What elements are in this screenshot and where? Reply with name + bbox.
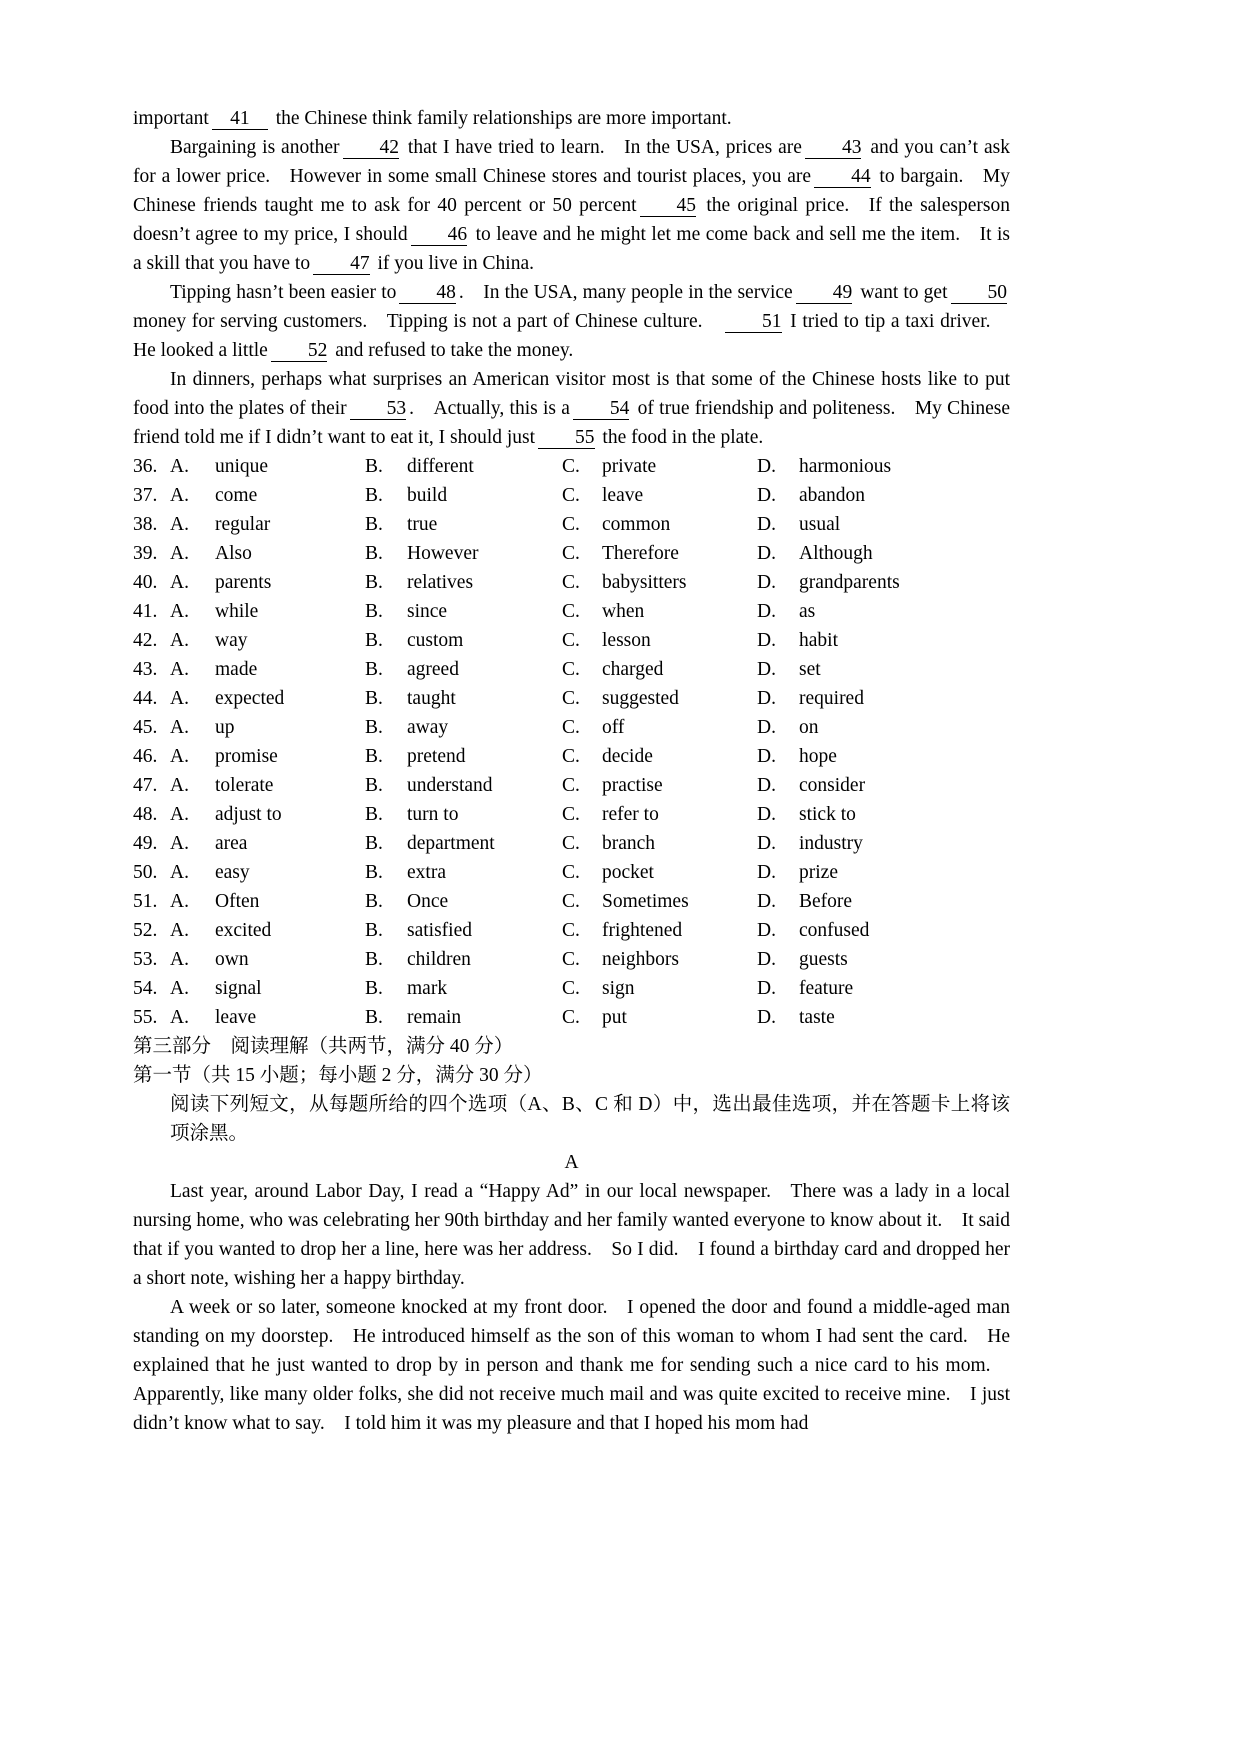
- option-letter: D.: [757, 949, 776, 970]
- option-letter: B.: [365, 659, 383, 680]
- option-text: sign: [602, 978, 635, 999]
- option-letter: C.: [562, 775, 580, 796]
- option-text: Once: [407, 891, 449, 912]
- option-text: refer to: [602, 804, 659, 825]
- passage-paragraph: A week or so later, someone knocked at my front door. I opened the door and found a middle-aged man standing on my doorstep. He introduced himself as the son of this woman to whom I had sent the card. He explained that he just wanted to drop by in person and thank me for sending such a nice card to his mom. Apparently, like many older folks, she did not receive much mail and was quite excited to receive mine. I just didn’t know what to say. I told him it was my pleasure and that I hoped his mom had: [133, 1297, 1010, 1434]
- cloze-blank: 46: [411, 224, 468, 246]
- option-letter: C.: [562, 920, 580, 941]
- option-text: guests: [799, 949, 848, 970]
- option-text: away: [407, 717, 449, 738]
- option-text: extra: [407, 862, 446, 883]
- option-row: [133, 945, 1010, 974]
- option-text: common: [602, 514, 671, 535]
- option-text: off: [602, 717, 625, 738]
- option-letter: C.: [562, 543, 580, 564]
- option-text: satisfied: [407, 920, 472, 941]
- option-text: parents: [215, 572, 272, 593]
- option-text: true: [407, 514, 438, 535]
- option-letter: A.: [170, 833, 189, 854]
- option-text: on: [799, 717, 819, 738]
- option-row: [133, 800, 1010, 829]
- option-letter: B.: [365, 572, 383, 593]
- option-letter: B.: [365, 804, 383, 825]
- option-text: suggested: [602, 688, 679, 709]
- option-text: babysitters: [602, 572, 687, 593]
- section1-heading: 第一节（共 15 小题；每小题 2 分，满分 30 分）: [133, 1065, 543, 1086]
- option-row: [133, 916, 1010, 945]
- option-letter: B.: [365, 862, 383, 883]
- option-letter: A.: [170, 978, 189, 999]
- cloze-blank: 42: [343, 137, 400, 159]
- option-letter: C.: [562, 572, 580, 593]
- option-letter: D.: [757, 1007, 776, 1028]
- option-text: leave: [602, 485, 644, 506]
- cloze-paragraphs: [133, 104, 1010, 452]
- option-letter: B.: [365, 978, 383, 999]
- option-text: signal: [215, 978, 262, 999]
- option-text: required: [799, 688, 864, 709]
- option-letter: D.: [757, 485, 776, 506]
- option-text: up: [215, 717, 235, 738]
- option-text: when: [602, 601, 645, 622]
- option-text: excited: [215, 920, 272, 941]
- option-text: prize: [799, 862, 838, 883]
- option-letter: D.: [757, 688, 776, 709]
- option-text: pretend: [407, 746, 466, 767]
- option-number: 47.: [133, 775, 158, 796]
- cloze-blank: 44: [814, 166, 871, 188]
- option-letter: C.: [562, 804, 580, 825]
- option-text: branch: [602, 833, 656, 854]
- option-letter: D.: [757, 543, 776, 564]
- option-text: made: [215, 659, 258, 680]
- option-text: industry: [799, 833, 863, 854]
- option-number: 40.: [133, 572, 158, 593]
- option-number: 43.: [133, 659, 158, 680]
- option-letter: D.: [757, 804, 776, 825]
- option-number: 54.: [133, 978, 158, 999]
- option-text: build: [407, 485, 448, 506]
- option-number: 41.: [133, 601, 158, 622]
- option-letter: C.: [562, 688, 580, 709]
- cloze-blank: 43: [805, 137, 862, 159]
- cloze-paragraph: In dinners, perhaps what surprises an American visitor most is that some of the Chinese hosts like to put food into the plates of their 53 . Actually, this is a 54 of true friendship and politeness. My Chinese friend told me if I didn’t want to eat it, I should just 55 the food in the plate.: [133, 369, 1011, 448]
- option-text: while: [215, 601, 259, 622]
- option-text: lesson: [602, 630, 651, 651]
- option-letter: D.: [757, 630, 776, 651]
- option-text: Often: [215, 891, 260, 912]
- option-letter: C.: [562, 659, 580, 680]
- option-row: [133, 510, 1010, 539]
- option-letter: A.: [170, 601, 189, 622]
- cloze-blank: 49: [796, 282, 853, 304]
- option-text: children: [407, 949, 471, 970]
- option-letter: A.: [170, 688, 189, 709]
- passage-a-label: A: [564, 1152, 579, 1173]
- option-letter: C.: [562, 601, 580, 622]
- cloze-paragraph: important 41 the Chinese think family relationships are more important.: [133, 108, 732, 129]
- option-text: Also: [215, 543, 252, 564]
- option-letter: D.: [757, 862, 776, 883]
- option-text: grandparents: [799, 572, 900, 593]
- option-letter: B.: [365, 1007, 383, 1028]
- option-letter: C.: [562, 891, 580, 912]
- option-row: [133, 539, 1010, 568]
- option-number: 53.: [133, 949, 158, 970]
- option-text: harmonious: [799, 456, 892, 477]
- option-text: usual: [799, 514, 841, 535]
- option-text: frightened: [602, 920, 683, 941]
- option-letter: B.: [365, 630, 383, 651]
- option-number: 48.: [133, 804, 158, 825]
- option-letter: D.: [757, 601, 776, 622]
- option-number: 37.: [133, 485, 158, 506]
- option-text: habit: [799, 630, 838, 651]
- option-row: [133, 974, 1010, 1003]
- option-letter: A.: [170, 572, 189, 593]
- option-text: come: [215, 485, 258, 506]
- option-letter: C.: [562, 456, 580, 477]
- option-letter: D.: [757, 746, 776, 767]
- option-text: consider: [799, 775, 866, 796]
- option-text: agreed: [407, 659, 459, 680]
- option-text: own: [215, 949, 249, 970]
- option-text: as: [799, 601, 816, 622]
- option-number: 36.: [133, 456, 158, 477]
- cloze-blank: 41: [212, 108, 268, 130]
- option-number: 45.: [133, 717, 158, 738]
- option-text: turn to: [407, 804, 459, 825]
- option-letter: D.: [757, 514, 776, 535]
- option-row: [133, 829, 1010, 858]
- option-text: practise: [602, 775, 663, 796]
- option-text: tolerate: [215, 775, 274, 796]
- option-letter: B.: [365, 717, 383, 738]
- option-row: [133, 626, 1010, 655]
- option-number: 52.: [133, 920, 158, 941]
- option-letter: C.: [562, 717, 580, 738]
- cloze-blank: 50: [951, 282, 1008, 304]
- cloze-blank: 52: [271, 340, 328, 362]
- option-letter: D.: [757, 920, 776, 941]
- option-letter: B.: [365, 949, 383, 970]
- option-letter: A.: [170, 775, 189, 796]
- option-number: 42.: [133, 630, 158, 651]
- option-letter: A.: [170, 630, 189, 651]
- option-text: set: [799, 659, 821, 680]
- option-letter: B.: [365, 688, 383, 709]
- option-text: regular: [215, 514, 271, 535]
- option-letter: B.: [365, 775, 383, 796]
- option-text: However: [407, 543, 479, 564]
- option-text: leave: [215, 1007, 257, 1028]
- option-letter: A.: [170, 949, 189, 970]
- cloze-paragraph: Tipping hasn’t been easier to 48 . In the USA, many people in the service 49 want to get 50 money for serving customers. Tipping is not a part of Chinese culture. 51 I tried to tip a taxi driver. He looked a little 52 and refused to take the money.: [133, 282, 1010, 361]
- option-text: area: [215, 833, 248, 854]
- option-row: [133, 858, 1010, 887]
- option-letter: A.: [170, 717, 189, 738]
- option-row: [133, 597, 1010, 626]
- option-text: relatives: [407, 572, 474, 593]
- cloze-paragraph: Bargaining is another 42 that I have tried to learn. In the USA, prices are 43 and you can’t ask for a lower price. However in some small Chinese stores and tourist places, you are 44 to bargain. My Chinese friends taught me to ask for 40 percent or 50 percent 45 the original price. If the salesperson doesn’t agree to my price, I should 46 to leave and he might let me come back and sell me the item. It is a skill that you have to 47 if you live in China.: [133, 137, 1010, 274]
- option-letter: A.: [170, 1007, 189, 1028]
- option-letter: D.: [757, 717, 776, 738]
- option-letter: C.: [562, 862, 580, 883]
- option-letter: A.: [170, 485, 189, 506]
- cloze-blank: 47: [313, 253, 370, 275]
- option-text: promise: [215, 746, 278, 767]
- option-text: easy: [215, 862, 250, 883]
- passage-paragraphs: [133, 1177, 1010, 1438]
- option-row: [133, 481, 1010, 510]
- option-text: remain: [407, 1007, 462, 1028]
- option-row: [133, 684, 1010, 713]
- option-row: [133, 771, 1010, 800]
- option-text: mark: [407, 978, 448, 999]
- option-text: Therefore: [602, 543, 679, 564]
- option-letter: A.: [170, 456, 189, 477]
- option-letter: D.: [757, 659, 776, 680]
- option-letter: C.: [562, 630, 580, 651]
- option-number: 50.: [133, 862, 158, 883]
- option-row: [133, 655, 1010, 684]
- cloze-blank: 55: [538, 427, 595, 449]
- option-letter: C.: [562, 978, 580, 999]
- option-letter: A.: [170, 746, 189, 767]
- options-list: [133, 452, 1010, 1032]
- option-text: understand: [407, 775, 493, 796]
- cloze-blank: 53: [350, 398, 407, 420]
- option-text: taught: [407, 688, 456, 709]
- option-text: stick to: [799, 804, 856, 825]
- option-letter: A.: [170, 891, 189, 912]
- option-text: department: [407, 833, 495, 854]
- option-text: unique: [215, 456, 269, 477]
- option-text: feature: [799, 978, 854, 999]
- option-text: private: [602, 456, 657, 477]
- option-text: confused: [799, 920, 870, 941]
- part3-heading: 第三部分 阅读理解（共两节，满分 40 分）: [133, 1036, 514, 1057]
- option-letter: B.: [365, 746, 383, 767]
- option-number: 55.: [133, 1007, 158, 1028]
- option-letter: B.: [365, 891, 383, 912]
- option-letter: B.: [365, 543, 383, 564]
- option-text: neighbors: [602, 949, 679, 970]
- option-text: pocket: [602, 862, 654, 883]
- option-letter: A.: [170, 862, 189, 883]
- option-number: 46.: [133, 746, 158, 767]
- option-number: 39.: [133, 543, 158, 564]
- option-text: Although: [799, 543, 873, 564]
- option-letter: D.: [757, 456, 776, 477]
- option-number: 51.: [133, 891, 158, 912]
- cloze-blank: 51: [725, 311, 782, 333]
- option-text: different: [407, 456, 474, 477]
- option-letter: D.: [757, 978, 776, 999]
- option-letter: A.: [170, 920, 189, 941]
- option-letter: B.: [365, 833, 383, 854]
- option-text: Sometimes: [602, 891, 689, 912]
- option-number: 44.: [133, 688, 158, 709]
- option-number: 49.: [133, 833, 158, 854]
- option-letter: B.: [365, 601, 383, 622]
- option-letter: C.: [562, 1007, 580, 1028]
- option-letter: D.: [757, 775, 776, 796]
- option-letter: A.: [170, 804, 189, 825]
- option-letter: C.: [562, 485, 580, 506]
- option-letter: D.: [757, 572, 776, 593]
- option-letter: D.: [757, 833, 776, 854]
- option-row: [133, 568, 1010, 597]
- option-text: abandon: [799, 485, 866, 506]
- cloze-blank: 48: [399, 282, 456, 304]
- option-letter: B.: [365, 514, 383, 535]
- passage-paragraph: Last year, around Labor Day, I read a “Happy Ad” in our local newspaper. There was a lady in a local nursing home, who was celebrating her 90th birthday and her family wanted everyone to know about it. It said that if you wanted to drop her a line, here was her address. So I did. I found a birthday card and dropped her a short note, wishing her a happy birthday.: [133, 1181, 1010, 1289]
- option-letter: C.: [562, 949, 580, 970]
- option-text: taste: [799, 1007, 835, 1028]
- option-row: [133, 887, 1010, 916]
- cloze-blank: 45: [640, 195, 697, 217]
- option-text: way: [215, 630, 248, 651]
- option-row: [133, 452, 1010, 481]
- option-text: decide: [602, 746, 653, 767]
- option-letter: B.: [365, 920, 383, 941]
- option-letter: C.: [562, 514, 580, 535]
- option-letter: A.: [170, 543, 189, 564]
- option-text: hope: [799, 746, 837, 767]
- option-text: charged: [602, 659, 664, 680]
- option-letter: D.: [757, 891, 776, 912]
- option-letter: C.: [562, 746, 580, 767]
- option-row: [133, 713, 1010, 742]
- option-letter: C.: [562, 833, 580, 854]
- option-text: Before: [799, 891, 853, 912]
- option-row: [133, 1003, 1010, 1032]
- option-row: [133, 742, 1010, 771]
- option-text: since: [407, 601, 448, 622]
- reading-instructions: 阅读下列短文，从每题所给的四个选项（A、B、C 和 D）中，选出最佳选项，并在答题卡上将该项涂黑。: [170, 1094, 1010, 1144]
- option-number: 38.: [133, 514, 158, 535]
- option-text: expected: [215, 688, 285, 709]
- option-letter: A.: [170, 659, 189, 680]
- option-text: put: [602, 1007, 627, 1028]
- option-text: adjust to: [215, 804, 282, 825]
- option-letter: B.: [365, 485, 383, 506]
- option-letter: A.: [170, 514, 189, 535]
- cloze-blank: 54: [573, 398, 630, 420]
- option-text: custom: [407, 630, 464, 651]
- option-letter: B.: [365, 456, 383, 477]
